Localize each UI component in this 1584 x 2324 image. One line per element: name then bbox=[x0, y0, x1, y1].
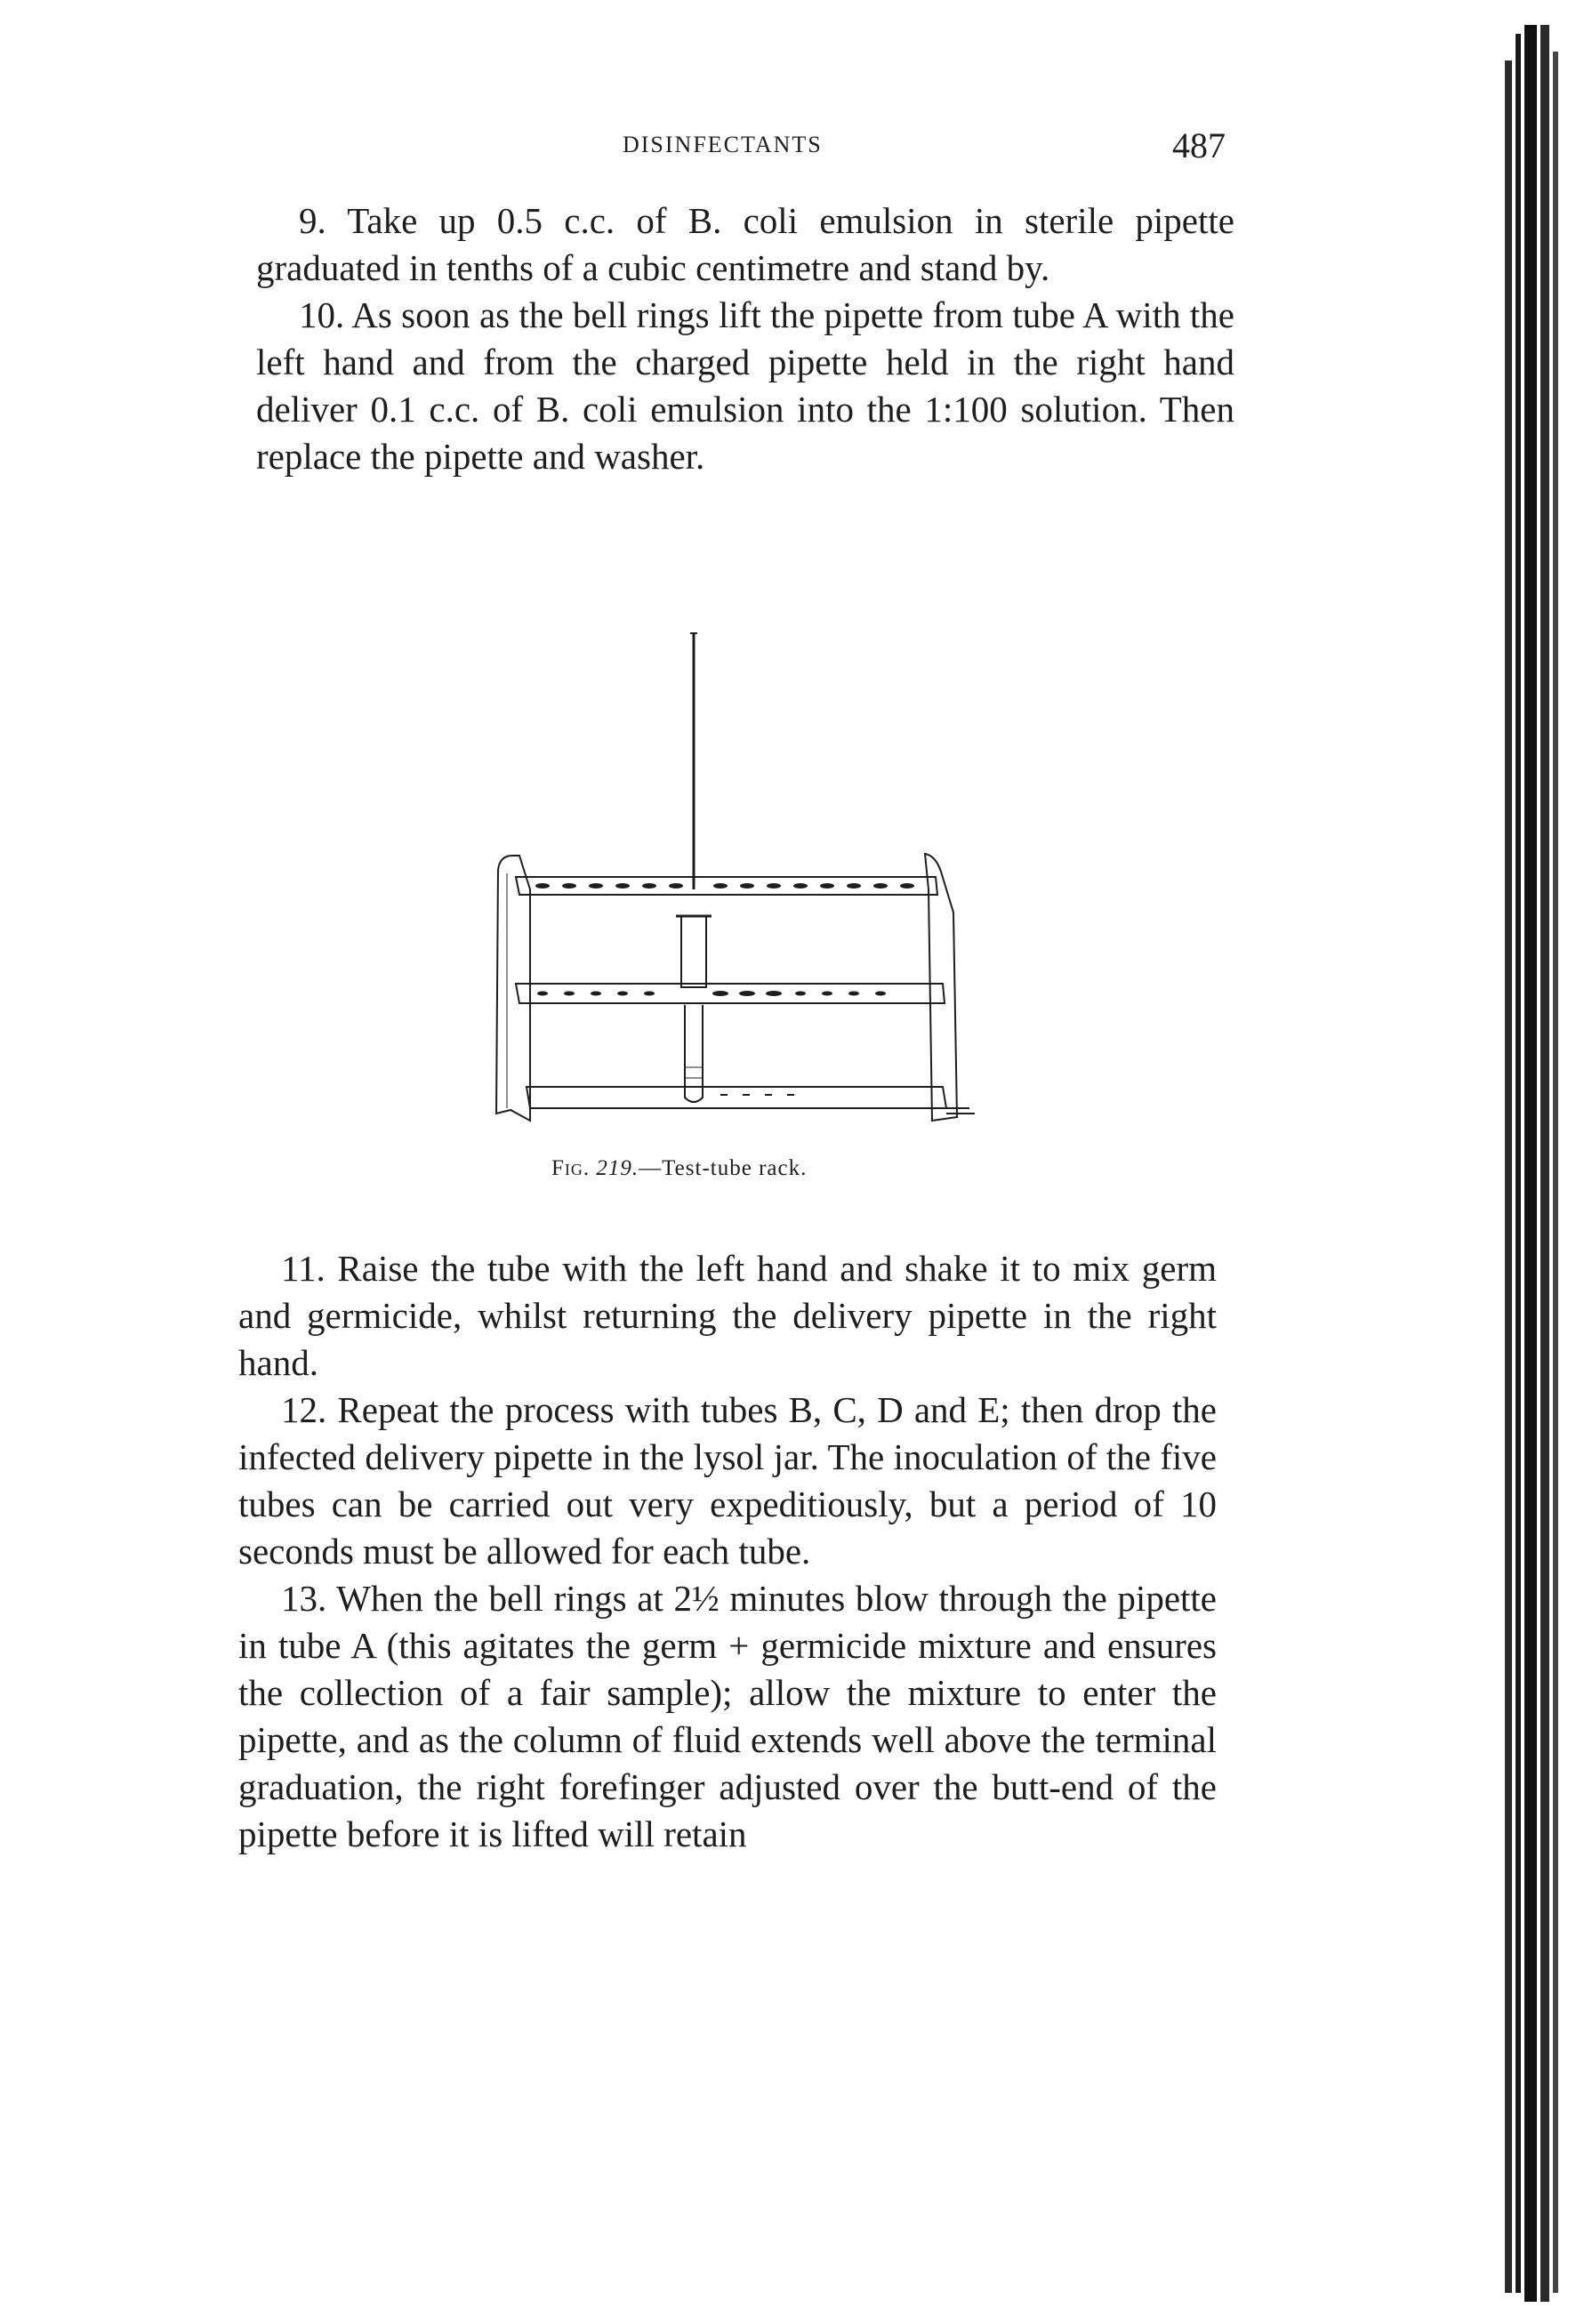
paragraph-11: 11. Raise the tube with the left hand and shake it to mix germ and germicide, whilst returning the delivery pipette in the right hand. bbox=[238, 1248, 1217, 1383]
text-block-bottom bbox=[238, 1245, 1217, 1858]
paragraph-12: 12. Repeat the process with tubes B, C, D and E; then drop the infected delivery pipette in the lysol jar. The inoculation of the five tubes can be carried out very expeditiously, but a period of 10 seconds must be allowed for each tube. bbox=[238, 1389, 1217, 1572]
paragraph-9: 9. Take up 0.5 c.c. of B. coli emulsion in sterile pipette graduated in tenths of a cubic centimetre and stand by. bbox=[256, 200, 1234, 288]
figure-caption bbox=[551, 1156, 807, 1181]
text-block-top bbox=[256, 197, 1234, 480]
figure-caption-text: —Test-tube rack. bbox=[639, 1156, 808, 1180]
page-number: 487 bbox=[1172, 125, 1226, 165]
paragraph-10: 10. As soon as the bell rings lift the pipette from tube A with the left hand and from the charged pipette held in the right hand deliver 0.1 c.c. of B. coli emulsion into the 1:100 solution. Then replace the pipette and washer. bbox=[256, 294, 1234, 477]
figure-number: 219. bbox=[596, 1156, 639, 1180]
test-tube-rack-illustration bbox=[480, 623, 978, 1138]
figure-label: Fig. bbox=[551, 1156, 591, 1180]
running-title: DISINFECTANTS bbox=[623, 132, 823, 157]
binding-edge bbox=[1501, 25, 1564, 2302]
paragraph-13: 13. When the bell rings at 2½ minutes blow through the pipette in tube A (this agitates the germ + germicide mixture and ensures the collection of a fair sample); allow the mixture to enter the pipette, and as the column of fluid extends well above the terminal graduation, the right forefinger adjusted over the butt-end of the pipette before it is lifted will retain bbox=[238, 1578, 1217, 1854]
test-tube-rack-figure bbox=[480, 623, 978, 1138]
